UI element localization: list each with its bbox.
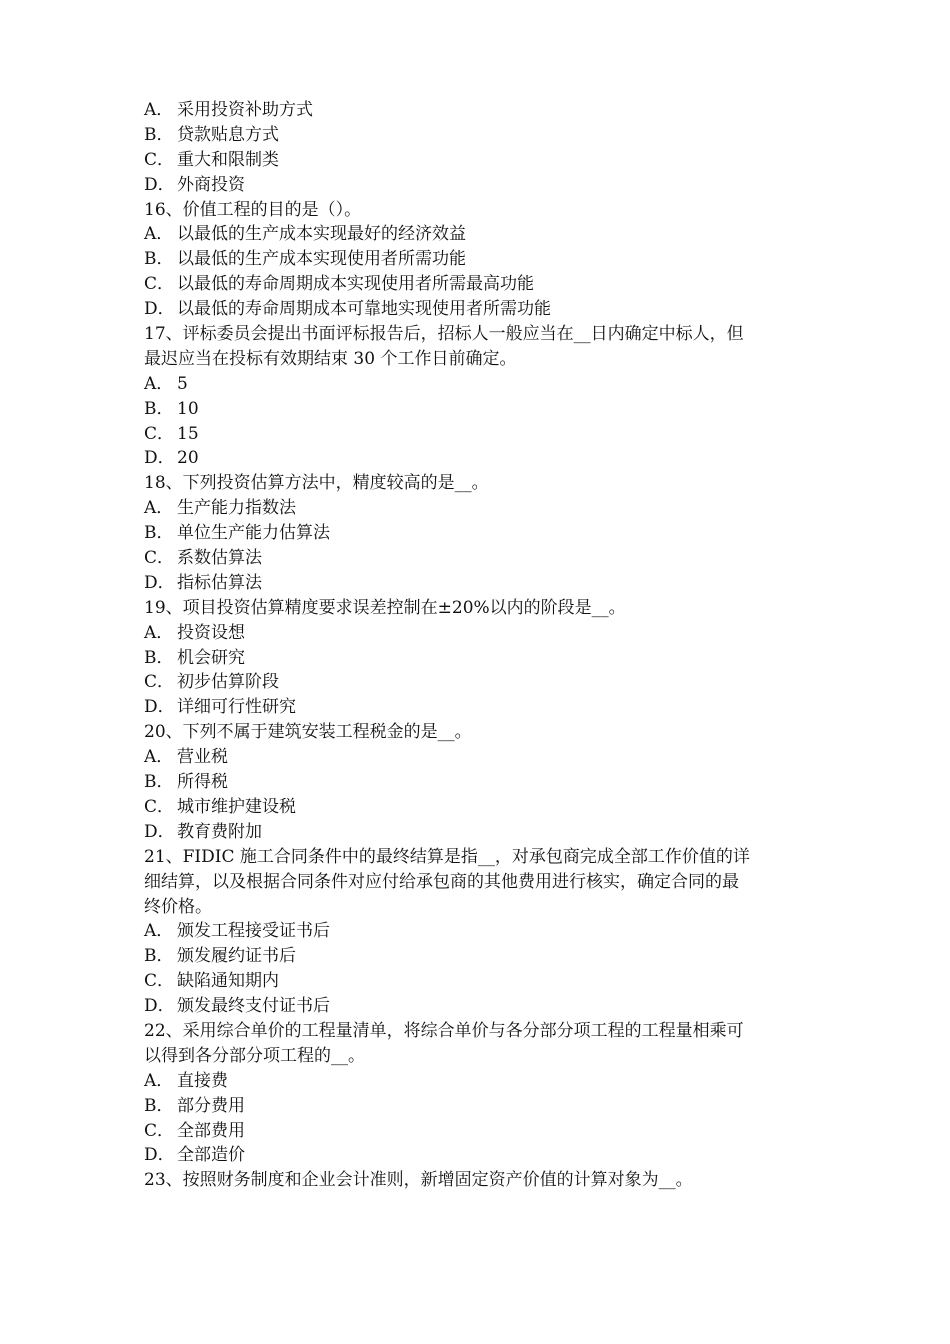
question-stem: 17、评标委员会提出书面评标报告后，招标人一般应当在__日内确定中标人，但 xyxy=(144,324,744,345)
option-text: 采用投资补助方式 xyxy=(177,100,313,120)
option-text: 机会研究 xyxy=(177,647,245,668)
option-text: 颁发履约证书后 xyxy=(177,946,296,967)
option-text: 所得税 xyxy=(177,772,228,793)
answer-option xyxy=(144,994,812,1019)
question-stem-continuation: 终价格。 xyxy=(144,896,212,917)
question-stem: 23、按照财务制度和企业会计准则，新增固定资产价值的计算对象为__。 xyxy=(144,1170,693,1191)
option-text: 20 xyxy=(177,448,199,469)
question-stem-continuation: 以得到各分部分项工程的__。 xyxy=(144,1045,365,1066)
question-stem: 16、价值工程的目的是（）。 xyxy=(144,199,362,220)
answer-option xyxy=(144,496,812,521)
option-text: 直接费 xyxy=(177,1070,228,1091)
option-letter: A． xyxy=(144,1070,174,1091)
option-letter: D． xyxy=(144,1145,175,1166)
option-text: 指标估算法 xyxy=(177,572,262,593)
option-text: 重大和限制类 xyxy=(177,149,279,170)
option-text: 投资设想 xyxy=(177,622,245,643)
option-text: 以最低的生产成本实现最好的经济效益 xyxy=(177,224,466,245)
option-letter: C． xyxy=(144,548,175,569)
option-letter: C． xyxy=(144,149,175,170)
option-letter: D． xyxy=(144,448,175,469)
option-letter: B． xyxy=(144,398,174,419)
document-body xyxy=(144,98,812,1193)
option-text: 城市维护建设税 xyxy=(177,796,296,817)
option-text: 以最低的寿命周期成本实现使用者所需最高功能 xyxy=(177,274,534,295)
option-letter: C． xyxy=(144,274,175,295)
answer-option xyxy=(144,1143,812,1168)
option-letter: B． xyxy=(144,523,174,544)
option-text: 10 xyxy=(177,398,199,419)
option-text: 贷款贴息方式 xyxy=(177,124,279,145)
answer-option xyxy=(144,1119,812,1144)
option-letter: A． xyxy=(144,622,174,643)
option-letter: D． xyxy=(144,996,175,1017)
option-letter: C． xyxy=(144,1120,175,1141)
option-text: 外商投资 xyxy=(177,174,245,195)
option-text: 单位生产能力估算法 xyxy=(177,523,330,544)
answer-option xyxy=(144,397,812,422)
option-letter: C． xyxy=(144,796,175,817)
option-letter: A． xyxy=(144,100,174,120)
answer-option xyxy=(144,969,812,994)
option-text: 教育费附加 xyxy=(177,821,262,842)
answer-option xyxy=(144,646,812,671)
answer-option xyxy=(144,422,812,447)
answer-option xyxy=(144,222,812,247)
option-text: 颁发工程接受证书后 xyxy=(177,921,330,942)
answer-option xyxy=(144,446,812,471)
answer-option xyxy=(144,695,812,720)
option-letter: B． xyxy=(144,1095,174,1116)
option-letter: A． xyxy=(144,921,174,942)
option-letter: D． xyxy=(144,174,175,195)
question-stem: 22、采用综合单价的工程量清单，将综合单价与各分部分项工程的工程量相乘可 xyxy=(144,1020,744,1041)
option-text: 部分费用 xyxy=(177,1095,245,1116)
option-text: 5 xyxy=(177,373,188,394)
answer-option xyxy=(144,745,812,770)
option-letter: B． xyxy=(144,647,174,668)
answer-option xyxy=(144,521,812,546)
option-letter: B． xyxy=(144,124,174,145)
answer-option xyxy=(144,670,812,695)
question-stem: 19、项目投资估算精度要求误差控制在±20%以内的阶段是__。 xyxy=(144,597,626,618)
option-letter: C． xyxy=(144,971,175,992)
option-text: 全部费用 xyxy=(177,1120,245,1141)
answer-option xyxy=(144,546,812,571)
option-letter: A． xyxy=(144,498,174,519)
option-text: 生产能力指数法 xyxy=(177,498,296,519)
option-text: 颁发最终支付证书后 xyxy=(177,996,330,1017)
option-letter: A． xyxy=(144,224,174,245)
answer-option xyxy=(144,123,812,148)
option-letter: A． xyxy=(144,373,174,394)
answer-option xyxy=(144,919,812,944)
answer-option xyxy=(144,148,812,173)
option-text: 全部造价 xyxy=(177,1145,245,1166)
option-text: 初步估算阶段 xyxy=(177,672,279,693)
option-letter: D． xyxy=(144,697,175,718)
option-letter: B． xyxy=(144,946,174,967)
option-letter: C． xyxy=(144,672,175,693)
answer-option xyxy=(144,272,812,297)
answer-option xyxy=(144,621,812,646)
option-text: 15 xyxy=(177,423,199,444)
answer-option xyxy=(144,247,812,272)
question-stem: 18、下列投资估算方法中，精度较高的是__。 xyxy=(144,473,489,494)
answer-option xyxy=(144,98,812,123)
question-stem: 21、FIDIC 施工合同条件中的最终结算是指__，对承包商完成全部工作价值的详 xyxy=(144,846,750,867)
option-letter: B． xyxy=(144,772,174,793)
option-letter: C． xyxy=(144,423,175,444)
option-text: 以最低的寿命周期成本可靠地实现使用者所需功能 xyxy=(177,299,551,320)
answer-option xyxy=(144,944,812,969)
option-text: 缺陷通知期内 xyxy=(177,971,279,992)
option-text: 营业税 xyxy=(177,747,228,768)
answer-option xyxy=(144,1069,812,1094)
answer-option xyxy=(144,372,812,397)
option-letter: A． xyxy=(144,747,174,768)
answer-option xyxy=(144,770,812,795)
option-letter: D． xyxy=(144,299,175,320)
option-text: 系数估算法 xyxy=(177,548,262,569)
option-letter: B． xyxy=(144,249,174,270)
answer-option xyxy=(144,795,812,820)
option-text: 以最低的生产成本实现使用者所需功能 xyxy=(177,249,466,270)
option-letter: D． xyxy=(144,572,175,593)
question-stem: 20、下列不属于建筑安装工程税金的是__。 xyxy=(144,722,472,743)
option-text: 详细可行性研究 xyxy=(177,697,296,718)
answer-option xyxy=(144,1094,812,1119)
answer-option xyxy=(144,173,812,198)
option-letter: D． xyxy=(144,821,175,842)
question-stem-continuation: 最迟应当在投标有效期结束 30 个工作日前确定。 xyxy=(144,348,517,369)
question-stem-continuation: 细结算，以及根据合同条件对应付给承包商的其他费用进行核实，确定合同的最 xyxy=(144,871,739,892)
answer-option xyxy=(144,820,812,845)
answer-option xyxy=(144,571,812,596)
answer-option xyxy=(144,297,812,322)
